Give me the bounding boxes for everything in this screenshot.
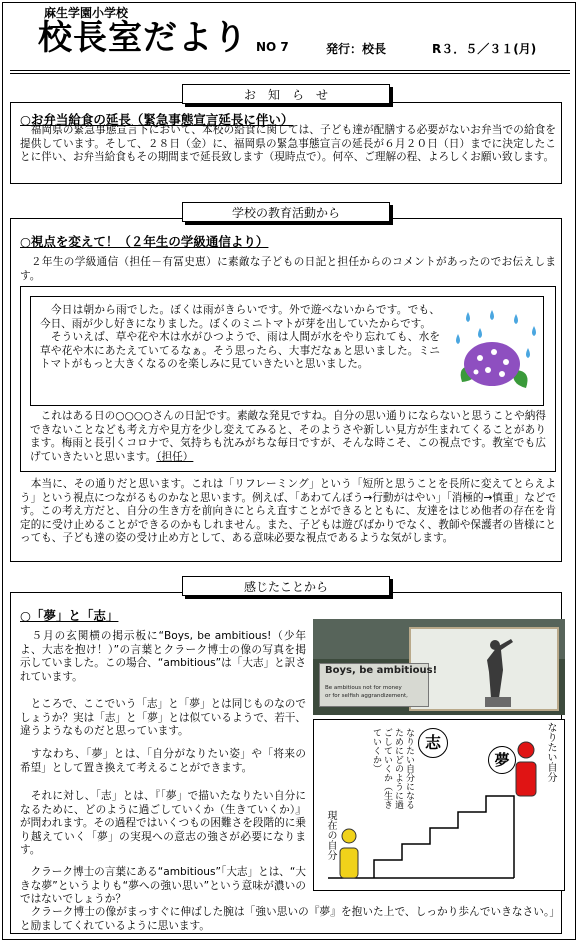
header-rule: [10, 70, 570, 71]
yume-circle: 夢: [488, 746, 516, 774]
issue-number: NO 7: [256, 40, 289, 54]
feelings-p2: ところで、ここでいう「志」と「夢」とは同じものなのでしょうか？実は「志」と「夢」とは似ているようで、若干、違うようなものだと思っています。: [20, 698, 306, 738]
clark-statue-photo: [313, 619, 565, 715]
photo-sign-text: Boys, be ambitious!: [325, 665, 438, 676]
activity-closing: 本当に、その通りだと思います。これは「リフレーミング」という「短所と思うことを長所に変えてとらえよう」という視点につながるものかなと思います。例えば、「あわてんぼう→行動がはやい」「消極的→慎重」などです。この考え方だと、自分の生き方を前向きにとらえ直すことができるとともに、友達をはじめ他者の存在を肯定的に受け止めることができるのかもしれません。また、子どもは遊びばかりでなく、教師や保護者の皆様にとっても、子ども達の姿の受け止め方として、ある意味必要な視点であるような気がします。: [20, 478, 556, 545]
future-self-label: なりたい自分: [545, 722, 556, 782]
photo-caption-2: or for selfish aggrandizement,: [325, 693, 408, 699]
notice-label: お 知 ら せ: [182, 84, 390, 104]
activity-intro: ２年生の学級通信（担任－有冨史恵）に素敵な子どもの日記と担任からのコメントがあったのでお伝えします。: [20, 256, 556, 282]
hydrangea-rain-illustration: [448, 306, 544, 402]
comment-signature: （担任）: [156, 450, 194, 463]
feelings-p1: ５月の玄関横の掲示板に“Boys, be ambitious!（少年よ、大志を抱け！）”の言葉とクラーク博士の像の写真を掲示していました。この場合、“ambitious”は「大志」と訳されています。: [20, 630, 306, 683]
statue-icon: [463, 637, 533, 709]
current-self-label: 現在の自分: [325, 810, 336, 860]
dream-staircase-diagram: [313, 719, 565, 891]
feelings-label: 感じたことから: [182, 576, 390, 596]
feelings-p6: クラーク博士の像がまっすぐに伸ばした腕は「強い思いの『夢』を抱いた上で、しっかり歩んでいきなさい。」と励ましてくれているように思います。: [20, 906, 560, 932]
notice-heading: ○お弁当給食の延長（緊急事態宣言延長に伴い）: [20, 112, 294, 127]
issue-date: R３．５／３１(月): [432, 42, 537, 56]
header-rule: [10, 73, 570, 74]
newsletter-title: 校長室だより: [38, 18, 248, 58]
feelings-heading: ○「夢」と「志」: [20, 608, 119, 623]
kokorozashi-circle: 志: [418, 728, 448, 758]
notice-heading-sub: （緊急事態宣言延長に伴い）: [130, 112, 294, 127]
photo-caption-1: Be ambitious not for money: [325, 685, 402, 691]
diary-text: 今日は朝から雨でした。ぼくは雨がきらいです。外で遊べないからです。でも、今日、雨が少し好きになりました。ぼくのミニトマトが芽を出していたからです。 そういえば、草や花や木は水がひつようで、雨は人間が水をやり忘れても、水を草や花や木にあたえていてるなぁ。そう思ったら、大事だなぁと思いました。ミニトマトがもっと大きくなるのを楽しみに見ていきたいと思いました。: [40, 304, 440, 371]
notice-body: 福岡県の緊急事態宣言下において、本校の給食に関しては、子ども達が配膳する必要がないお弁当での給食を提供しています。そして、２８日（金）に、福岡県の緊急事態宣言の延長が６月２０日（日）までに決定したことに伴い、お弁当給食もその期間まで延長致します（現時点で）。何卒、ご理解の程、よろしくお願い致します。: [20, 124, 556, 164]
feelings-p5: クラーク博士の言葉にある“ambitious”「大志」とは、“大きな夢”というよりも“夢への強い思い”という意味が濃いのではないでしょうか？: [20, 866, 306, 906]
publisher: 発行：校長: [326, 42, 387, 56]
school-name: 麻生学園小学校: [44, 6, 129, 20]
feelings-p4: それに対し、「志」とは、『「夢」で描いたなりたい自分になるために、どのように過ごしていくか（生きていくか）』が問われます。その過程ではいくつもの困難さを段階的に乗り越えていく「夢」の実現への意志の強さが必要になります。: [20, 790, 306, 857]
path-text: なりたい自分になるためにどのように過ごしていくか（生きていくか）: [371, 728, 414, 809]
feelings-p3: すなわち、「夢」とは、「自分がなりたい姿」や「将来の希望」として置き換えて考えることができます。: [20, 748, 306, 774]
activity-label: 学校の教育活動から: [182, 202, 390, 222]
teacher-comment: これはある日の○○○○さんの日記です。素敵な発見ですね。自分の思い通りにならないと思うことや納得できないことなども考え方や見方を少し変えてみると、そのようさや新しい見方が生まれてくることがあります。梅雨と長引くコロナで、気持ちも沈みがちな毎日ですが、そんな時こそ、この視点です。教室でも広げていきたいと思います。（担任）: [30, 410, 546, 463]
activity-heading: ○視点を変えて！（２年生の学級通信より）: [20, 234, 269, 249]
